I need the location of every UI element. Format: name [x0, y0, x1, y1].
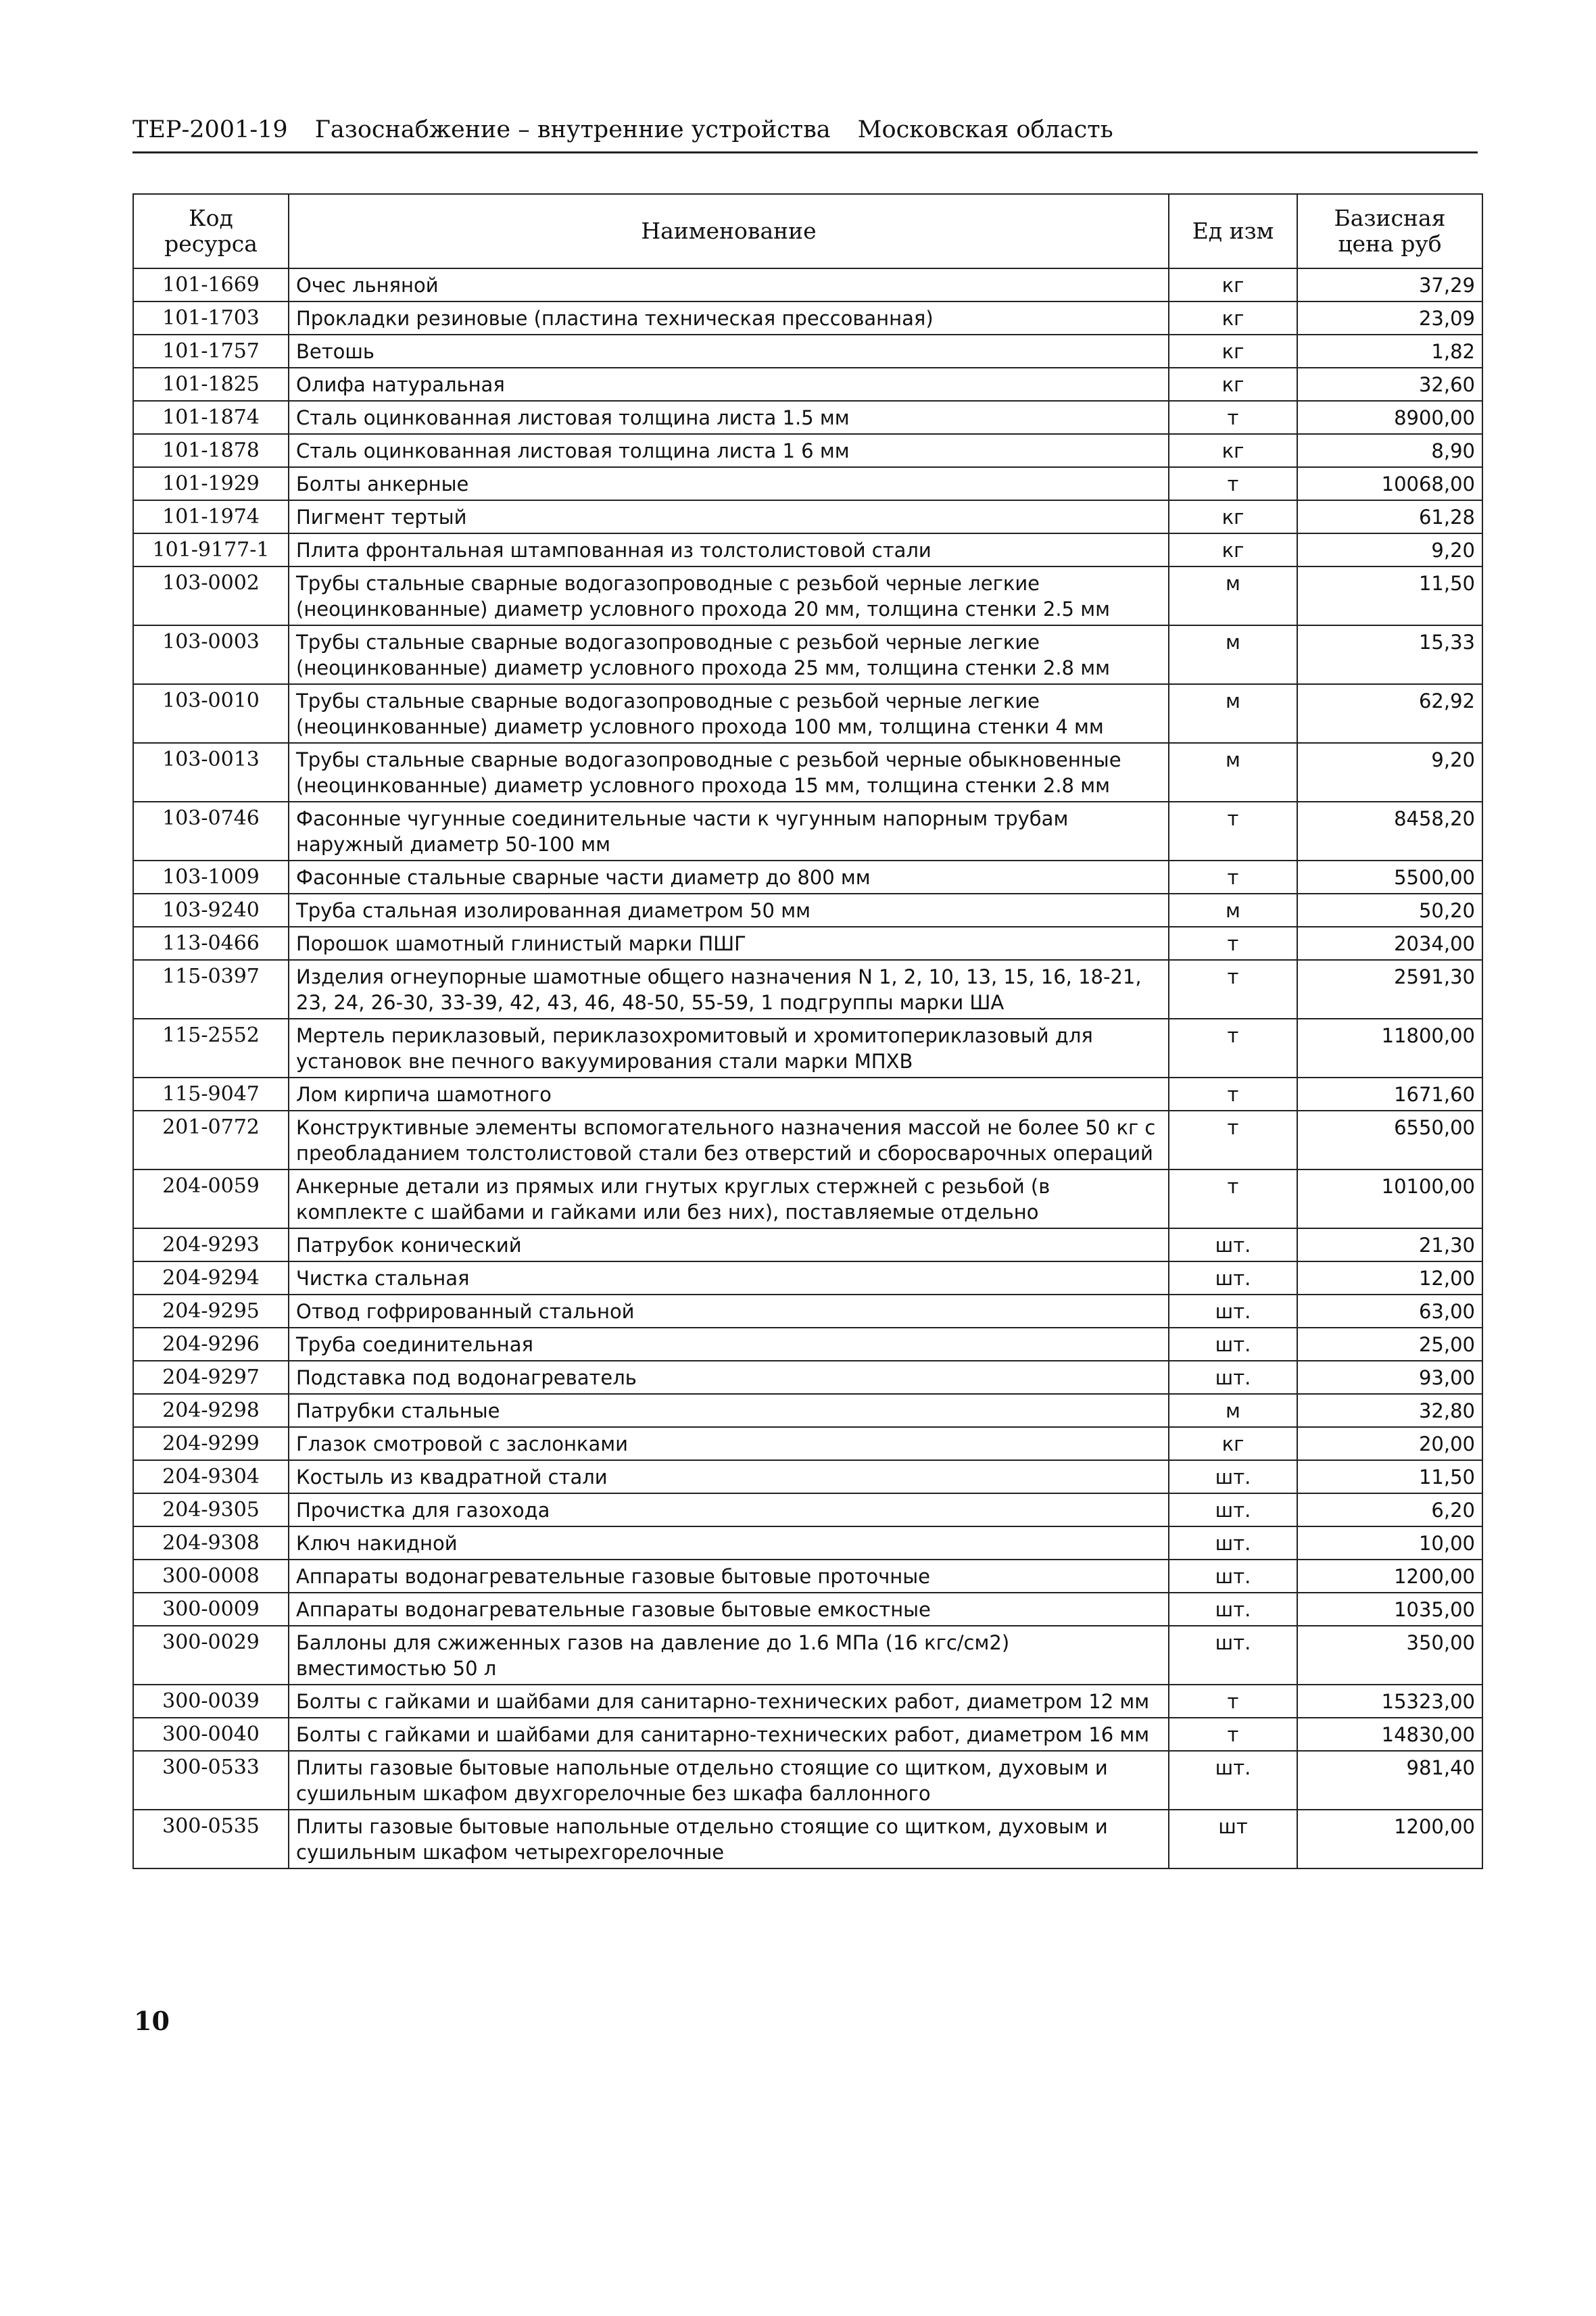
cell-unit: т	[1169, 1685, 1297, 1718]
cell-unit: шт.	[1169, 1526, 1297, 1560]
document-region: Московская область	[857, 116, 1113, 143]
page-number: 10	[134, 2006, 170, 2036]
cell-name: Костыль из квадратной стали	[289, 1460, 1169, 1493]
cell-unit: т	[1169, 1019, 1297, 1078]
cell-price: 2034,00	[1297, 927, 1482, 960]
cell-name: Труба соединительная	[289, 1328, 1169, 1361]
resource-price-table	[132, 193, 1483, 1869]
cell-code: 101-1878	[133, 434, 289, 467]
cell-name: Трубы стальные сварные водогазопроводные с резьбой черные легкие (неоцинкованные) диаметр условного прохода 100 мм, толщина стенки 4 мм	[289, 684, 1169, 743]
cell-price: 23,09	[1297, 301, 1482, 335]
table-row	[133, 268, 1482, 301]
table-row	[133, 1111, 1482, 1169]
cell-code: 204-0059	[133, 1169, 289, 1228]
cell-name: Болты с гайками и шайбами для санитарно-технических работ, диаметром 12 мм	[289, 1685, 1169, 1718]
table-row	[133, 401, 1482, 434]
cell-price: 1671,60	[1297, 1078, 1482, 1111]
cell-unit: т	[1169, 802, 1297, 861]
table-row	[133, 927, 1482, 960]
cell-name: Прокладки резиновые (пластина техническая прессованная)	[289, 301, 1169, 335]
cell-code: 204-9308	[133, 1526, 289, 1560]
cell-name: Плиты газовые бытовые напольные отдельно стоящие со щитком, духовым и сушильным шкафом четырехгорелочные	[289, 1810, 1169, 1868]
table-row	[133, 1460, 1482, 1493]
cell-price: 981,40	[1297, 1751, 1482, 1810]
cell-price: 11,50	[1297, 1460, 1482, 1493]
document-code: ТЕР-2001-19	[132, 116, 288, 143]
table-row	[133, 368, 1482, 401]
cell-price: 21,30	[1297, 1228, 1482, 1261]
cell-unit: кг	[1169, 301, 1297, 335]
cell-code: 204-9304	[133, 1460, 289, 1493]
cell-code: 204-9293	[133, 1228, 289, 1261]
cell-name: Порошок шамотный глинистый марки ПШГ	[289, 927, 1169, 960]
table-row	[133, 1493, 1482, 1526]
cell-code: 204-9297	[133, 1361, 289, 1394]
cell-price: 1035,00	[1297, 1593, 1482, 1626]
table-row	[133, 500, 1482, 533]
cell-price: 10100,00	[1297, 1169, 1482, 1228]
table-row	[133, 1019, 1482, 1078]
cell-unit: т	[1169, 1111, 1297, 1169]
table-row	[133, 1169, 1482, 1228]
cell-name: Прочистка для газохода	[289, 1493, 1169, 1526]
cell-price: 8,90	[1297, 434, 1482, 467]
cell-name: Отвод гофрированный стальной	[289, 1295, 1169, 1328]
cell-unit: м	[1169, 743, 1297, 802]
cell-price: 8900,00	[1297, 401, 1482, 434]
cell-price: 25,00	[1297, 1328, 1482, 1361]
cell-unit: шт.	[1169, 1493, 1297, 1526]
cell-price: 6550,00	[1297, 1111, 1482, 1169]
cell-code: 103-0013	[133, 743, 289, 802]
cell-price: 11800,00	[1297, 1019, 1482, 1078]
cell-unit: кг	[1169, 500, 1297, 533]
cell-price: 62,92	[1297, 684, 1482, 743]
cell-name: Патрубки стальные	[289, 1394, 1169, 1427]
table-row	[133, 1626, 1482, 1685]
cell-unit: кг	[1169, 335, 1297, 368]
cell-price: 32,60	[1297, 368, 1482, 401]
table-row	[133, 1228, 1482, 1261]
page-header	[132, 116, 1478, 153]
table-row	[133, 1261, 1482, 1295]
table-row	[133, 1328, 1482, 1361]
cell-price: 2591,30	[1297, 960, 1482, 1019]
cell-unit: шт.	[1169, 1751, 1297, 1810]
table-row	[133, 625, 1482, 684]
cell-name: Труба стальная изолированная диаметром 50 мм	[289, 894, 1169, 927]
cell-code: 115-9047	[133, 1078, 289, 1111]
cell-unit: шт.	[1169, 1361, 1297, 1394]
cell-code: 300-0039	[133, 1685, 289, 1718]
cell-code: 115-2552	[133, 1019, 289, 1078]
cell-unit: т	[1169, 1718, 1297, 1751]
cell-price: 350,00	[1297, 1626, 1482, 1685]
cell-name: Трубы стальные сварные водогазопроводные с резьбой черные легкие (неоцинкованные) диаметр условного прохода 25 мм, толщина стенки 2.8 мм	[289, 625, 1169, 684]
cell-name: Аппараты водонагревательные газовые бытовые емкостные	[289, 1593, 1169, 1626]
cell-unit: м	[1169, 684, 1297, 743]
cell-name: Ключ накидной	[289, 1526, 1169, 1560]
cell-code: 103-0002	[133, 566, 289, 625]
cell-code: 300-0029	[133, 1626, 289, 1685]
cell-unit: м	[1169, 625, 1297, 684]
cell-code: 101-1874	[133, 401, 289, 434]
cell-unit: шт.	[1169, 1460, 1297, 1493]
header-price: Базисная цена руб	[1297, 194, 1482, 268]
cell-unit: кг	[1169, 533, 1297, 566]
table-row	[133, 802, 1482, 861]
cell-code: 103-1009	[133, 861, 289, 894]
cell-price: 32,80	[1297, 1394, 1482, 1427]
cell-code: 300-0008	[133, 1560, 289, 1593]
cell-name: Конструктивные элементы вспомогательного назначения массой не более 50 кг с преобладанием толстолистовой стали без отверстий и сборосварочных операций	[289, 1111, 1169, 1169]
cell-code: 204-9299	[133, 1427, 289, 1460]
cell-code: 300-0040	[133, 1718, 289, 1751]
cell-price: 9,20	[1297, 533, 1482, 566]
cell-unit: м	[1169, 566, 1297, 625]
cell-price: 20,00	[1297, 1427, 1482, 1460]
table-row	[133, 894, 1482, 927]
cell-code: 204-9305	[133, 1493, 289, 1526]
table-row	[133, 1751, 1482, 1810]
cell-unit: м	[1169, 894, 1297, 927]
cell-code: 103-9240	[133, 894, 289, 927]
cell-code: 101-1757	[133, 335, 289, 368]
cell-code: 204-9295	[133, 1295, 289, 1328]
cell-price: 12,00	[1297, 1261, 1482, 1295]
cell-unit: шт.	[1169, 1560, 1297, 1593]
cell-unit: т	[1169, 927, 1297, 960]
cell-name: Лом кирпича шамотного	[289, 1078, 1169, 1111]
cell-price: 9,20	[1297, 743, 1482, 802]
cell-name: Чистка стальная	[289, 1261, 1169, 1295]
table-row	[133, 1593, 1482, 1626]
cell-name: Фасонные стальные сварные части диаметр до 800 мм	[289, 861, 1169, 894]
cell-price: 15,33	[1297, 625, 1482, 684]
cell-price: 1200,00	[1297, 1560, 1482, 1593]
cell-name: Анкерные детали из прямых или гнутых круглых стержней с резьбой (в комплекте с шайбами и гайками или без них), поставляемые отдельно	[289, 1169, 1169, 1228]
cell-unit: т	[1169, 467, 1297, 500]
table-row	[133, 1560, 1482, 1593]
cell-price: 5500,00	[1297, 861, 1482, 894]
cell-name: Баллоны для сжиженных газов на давление до 1.6 МПа (16 кгс/см2) вместимостью 50 л	[289, 1626, 1169, 1685]
cell-price: 37,29	[1297, 268, 1482, 301]
cell-unit: т	[1169, 861, 1297, 894]
cell-code: 101-9177-1	[133, 533, 289, 566]
cell-unit: шт	[1169, 1810, 1297, 1868]
cell-name: Аппараты водонагревательные газовые бытовые проточные	[289, 1560, 1169, 1593]
cell-name: Трубы стальные сварные водогазопроводные с резьбой черные легкие (неоцинкованные) диаметр условного прохода 20 мм, толщина стенки 2.5 мм	[289, 566, 1169, 625]
table-row	[133, 1810, 1482, 1868]
cell-unit: шт.	[1169, 1593, 1297, 1626]
cell-price: 63,00	[1297, 1295, 1482, 1328]
cell-code: 101-1974	[133, 500, 289, 533]
table-row	[133, 861, 1482, 894]
cell-price: 15323,00	[1297, 1685, 1482, 1718]
cell-name: Сталь оцинкованная листовая толщина листа 1 6 мм	[289, 434, 1169, 467]
cell-price: 10068,00	[1297, 467, 1482, 500]
cell-unit: т	[1169, 401, 1297, 434]
cell-code: 300-0009	[133, 1593, 289, 1626]
table-row	[133, 1078, 1482, 1111]
cell-unit: кг	[1169, 1427, 1297, 1460]
document-title: Газоснабжение – внутренние устройства	[314, 116, 831, 143]
cell-unit: шт.	[1169, 1228, 1297, 1261]
cell-unit: т	[1169, 1169, 1297, 1228]
cell-name: Изделия огнеупорные шамотные общего назначения N 1, 2, 10, 13, 15, 16, 18-21, 23, 24, 26-30, 33-39, 42, 43, 46, 48-50, 55-59, 1 подгруппы марки ША	[289, 960, 1169, 1019]
cell-code: 204-9296	[133, 1328, 289, 1361]
table-row	[133, 467, 1482, 500]
cell-name: Плита фронтальная штампованная из толстолистовой стали	[289, 533, 1169, 566]
header-code: Код ресурса	[133, 194, 289, 268]
cell-code: 101-1929	[133, 467, 289, 500]
cell-name: Фасонные чугунные соединительные части к чугунным напорным трубам наружный диаметр 50-100 мм	[289, 802, 1169, 861]
cell-code: 115-0397	[133, 960, 289, 1019]
cell-price: 10,00	[1297, 1526, 1482, 1560]
cell-unit: шт.	[1169, 1295, 1297, 1328]
table-row	[133, 960, 1482, 1019]
cell-code: 300-0533	[133, 1751, 289, 1810]
table-body	[133, 268, 1482, 1868]
table-row	[133, 743, 1482, 802]
cell-name: Болты с гайками и шайбами для санитарно-технических работ, диаметром 16 мм	[289, 1718, 1169, 1751]
cell-name: Пигмент тертый	[289, 500, 1169, 533]
cell-unit: м	[1169, 1394, 1297, 1427]
table-row	[133, 1394, 1482, 1427]
cell-code: 101-1825	[133, 368, 289, 401]
cell-name: Олифа натуральная	[289, 368, 1169, 401]
cell-unit: шт.	[1169, 1626, 1297, 1685]
header-name: Наименование	[289, 194, 1169, 268]
cell-name: Мертель периклазовый, периклазохромитовый и хромитопериклазовый для установок вне печного вакуумирования стали марки МПХВ	[289, 1019, 1169, 1078]
cell-name: Болты анкерные	[289, 467, 1169, 500]
cell-unit: шт.	[1169, 1328, 1297, 1361]
cell-unit: кг	[1169, 268, 1297, 301]
cell-price: 1200,00	[1297, 1810, 1482, 1868]
table-row	[133, 434, 1482, 467]
header-unit: Ед изм	[1169, 194, 1297, 268]
cell-unit: шт.	[1169, 1261, 1297, 1295]
table-row	[133, 1685, 1482, 1718]
cell-code: 103-0003	[133, 625, 289, 684]
table-row	[133, 301, 1482, 335]
cell-price: 8458,20	[1297, 802, 1482, 861]
cell-code: 300-0535	[133, 1810, 289, 1868]
cell-price: 50,20	[1297, 894, 1482, 927]
cell-code: 201-0772	[133, 1111, 289, 1169]
cell-price: 61,28	[1297, 500, 1482, 533]
cell-name: Очес льняной	[289, 268, 1169, 301]
table-row	[133, 1526, 1482, 1560]
cell-code: 103-0010	[133, 684, 289, 743]
cell-name: Подставка под водонагреватель	[289, 1361, 1169, 1394]
cell-code: 204-9294	[133, 1261, 289, 1295]
cell-unit: кг	[1169, 434, 1297, 467]
table-row	[133, 1361, 1482, 1394]
cell-code: 113-0466	[133, 927, 289, 960]
cell-unit: т	[1169, 1078, 1297, 1111]
table-row	[133, 533, 1482, 566]
cell-name: Трубы стальные сварные водогазопроводные с резьбой черные обыкновенные (неоцинкованные) диаметр условного прохода 15 мм, толщина стенки 2.8 мм	[289, 743, 1169, 802]
table-row	[133, 335, 1482, 368]
cell-price: 6,20	[1297, 1493, 1482, 1526]
cell-price: 93,00	[1297, 1361, 1482, 1394]
table-row	[133, 1718, 1482, 1751]
cell-code: 101-1703	[133, 301, 289, 335]
cell-price: 14830,00	[1297, 1718, 1482, 1751]
cell-price: 1,82	[1297, 335, 1482, 368]
cell-name: Патрубок конический	[289, 1228, 1169, 1261]
cell-code: 101-1669	[133, 268, 289, 301]
cell-unit: т	[1169, 960, 1297, 1019]
cell-unit: кг	[1169, 368, 1297, 401]
table-header-row	[133, 194, 1482, 268]
cell-code: 103-0746	[133, 802, 289, 861]
cell-name: Плиты газовые бытовые напольные отдельно стоящие со щитком, духовым и сушильным шкафом двухгорелочные без шкафа баллонного	[289, 1751, 1169, 1810]
cell-price: 11,50	[1297, 566, 1482, 625]
cell-name: Глазок смотровой с заслонками	[289, 1427, 1169, 1460]
cell-name: Ветошь	[289, 335, 1169, 368]
cell-name: Сталь оцинкованная листовая толщина листа 1.5 мм	[289, 401, 1169, 434]
table-row	[133, 684, 1482, 743]
table-row	[133, 1427, 1482, 1460]
table-row	[133, 1295, 1482, 1328]
cell-code: 204-9298	[133, 1394, 289, 1427]
table-row	[133, 566, 1482, 625]
